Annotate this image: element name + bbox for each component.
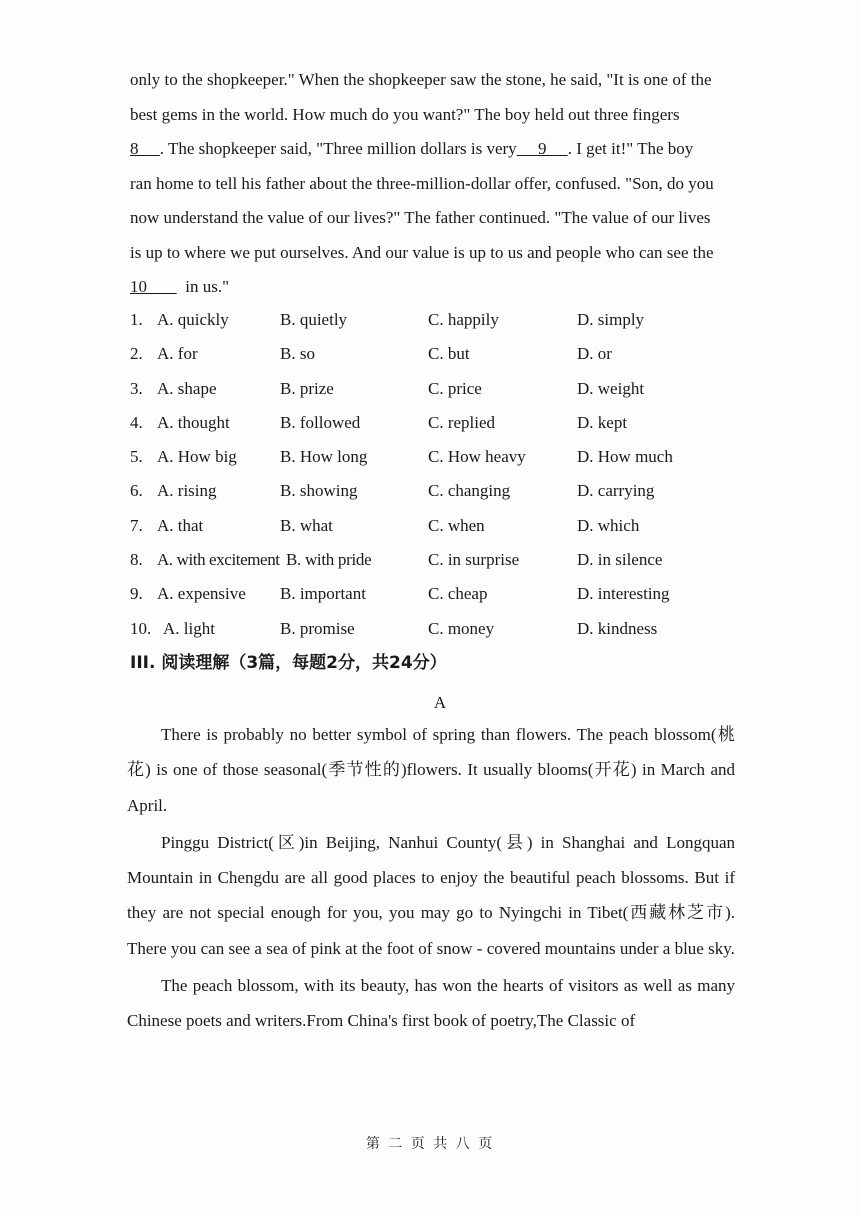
option-d: D. simply (577, 310, 645, 329)
option-row (130, 543, 750, 577)
option-b: B. showing (280, 481, 358, 501)
option-d: D. interesting (577, 584, 670, 604)
option-d: D. carrying (577, 481, 655, 501)
cloze-line: 10 in us." (130, 277, 230, 296)
option-d: D. kept (577, 412, 628, 432)
option-row (130, 303, 750, 337)
option-c: C. price (428, 378, 482, 398)
question-number: 1. (130, 310, 143, 329)
option-row (130, 440, 750, 474)
option-b: B. prize (280, 378, 334, 398)
blank-8: 8 (130, 139, 139, 158)
option-a: A. with excitement (157, 550, 280, 570)
option-b: B. How long (280, 447, 368, 467)
cloze-passage (130, 63, 730, 305)
option-b: B. promise (280, 618, 355, 638)
option-row (130, 372, 750, 406)
question-number: 3. (130, 378, 143, 398)
option-row (130, 509, 750, 543)
question-number: 5. (130, 447, 143, 467)
option-d: D. in silence (577, 550, 663, 570)
question-number: 4. (130, 412, 143, 432)
blank-9: 9 (537, 139, 547, 158)
option-a: A. How big (157, 447, 237, 467)
question-number: 6. (130, 481, 143, 501)
option-row (130, 577, 750, 611)
option-b: B. with pride (286, 550, 372, 570)
option-c: C. in surprise (428, 550, 520, 570)
option-c: C. but (428, 344, 470, 364)
option-row (130, 406, 750, 440)
option-a: A. for (157, 344, 198, 364)
options-list (130, 303, 750, 646)
question-number: 7. (130, 515, 143, 535)
option-row (130, 337, 750, 371)
reading-passage (127, 717, 735, 1039)
option-b: B. so (280, 344, 315, 364)
option-a: A. expensive (157, 584, 246, 604)
option-c: C. happily (428, 310, 499, 329)
option-a: A. quickly (157, 310, 229, 329)
cloze-line: ran home to tell his father about the three-million-dollar offer, confused. "Son, do you (130, 173, 714, 193)
option-b: B. quietly (280, 310, 348, 329)
option-c: C. How heavy (428, 447, 526, 467)
option-row (130, 474, 750, 508)
option-d: D. How much (577, 447, 673, 467)
section-heading: III. 阅读理解（3篇，每题2分，共24分） (130, 653, 447, 673)
option-c: C. money (428, 618, 495, 638)
cloze-line: now understand the value of our lives?" The father continued. "The value of our lives (130, 208, 711, 227)
option-c: C. cheap (428, 584, 488, 604)
option-b: B. what (280, 515, 333, 535)
option-a: A. shape (157, 378, 217, 398)
option-c: C. when (428, 515, 485, 535)
option-b: B. followed (280, 412, 361, 432)
option-d: D. which (577, 515, 640, 535)
option-d: D. kindness (577, 618, 658, 638)
option-b: B. important (280, 584, 366, 604)
cloze-line: best gems in the world. How much do you want?" The boy held out three fingers (130, 104, 680, 124)
passage-paragraph: There is probably no better symbol of spring than flowers. The peach blossom(桃花) is one of those seasonal(季节性的)flowers. It usually blooms(开花) in March and April. (127, 725, 735, 815)
question-number: 8. (130, 550, 143, 570)
option-a: A. that (157, 515, 204, 535)
option-row (130, 612, 750, 646)
question-number: 9. (130, 584, 143, 604)
option-c: C. changing (428, 481, 511, 501)
blank-10: 10 (130, 277, 147, 296)
option-a: A. thought (157, 412, 230, 432)
passage-paragraph: The peach blossom, with its beauty, has won the hearts of visitors as well as many Chinese poets and writers.From China's first book of poetry,The Classic of (127, 976, 735, 1031)
option-a: A. rising (157, 481, 217, 501)
cloze-line: only to the shopkeeper." When the shopkeeper saw the stone, he said, "It is one of the (130, 70, 712, 89)
option-c: C. replied (428, 412, 496, 432)
question-number: 2. (130, 344, 143, 364)
option-d: D. or (577, 344, 612, 364)
page-footer: 第 二 页 共 八 页 (365, 1136, 495, 1152)
question-number: 10. (130, 618, 152, 638)
passage-paragraph: Pinggu District(区)in Beijing, Nanhui County(县) in Shanghai and Longquan Mountain in Chengdu are all good places to enjoy the beautiful peach blossoms. But if they are not special enough for you, you may go to Nyingchi in Tibet(西藏林芝市). There you can see a sea of pink at the foot of snow - covered mountains under a blue sky. (127, 832, 735, 958)
option-a: A. light (163, 618, 215, 638)
cloze-line: 8 . The shopkeeper said, "Three million dollars is very 9 . I get it!" The boy (130, 139, 694, 158)
passage-label: A (433, 693, 447, 712)
option-d: D. weight (577, 378, 645, 398)
cloze-line: is up to where we put ourselves. And our value is up to us and people who can see the (130, 242, 714, 262)
